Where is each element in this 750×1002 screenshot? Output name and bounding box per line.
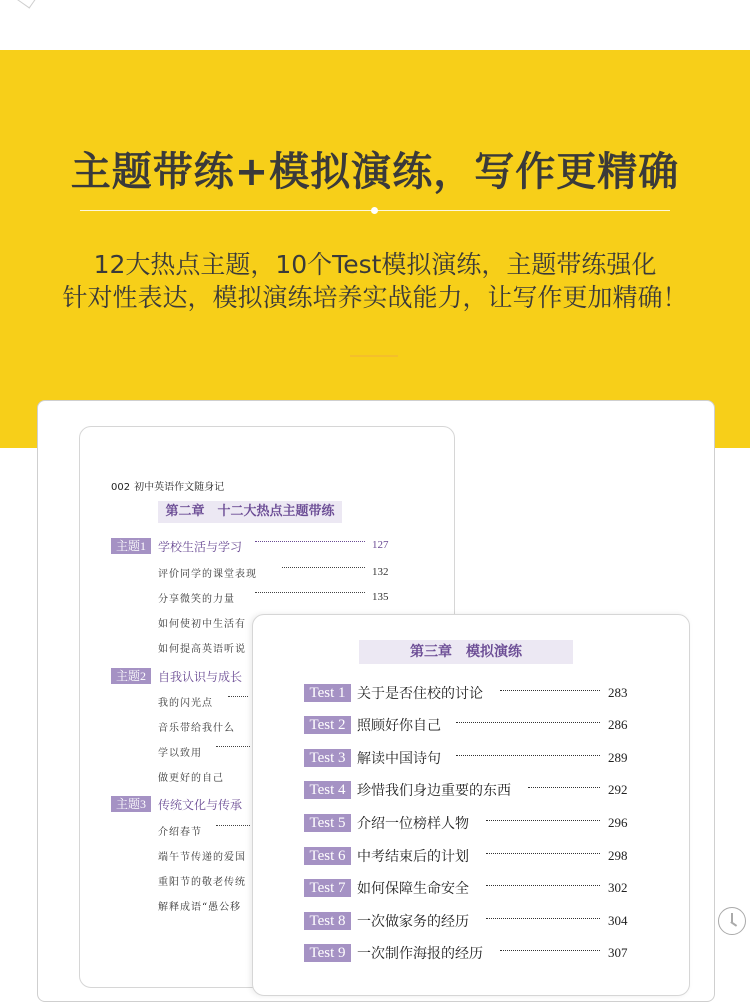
test-title: 珍惜我们身边重要的东西 — [357, 783, 511, 799]
book-page-chapter-3 — [252, 614, 690, 996]
list-item: 介绍春节 — [158, 827, 202, 838]
test-tag: Test 8 — [304, 912, 351, 930]
dotted-leader — [216, 746, 250, 747]
test-title: 一次做家务的经历 — [357, 914, 469, 930]
test-page: 292 — [608, 782, 628, 797]
test-page: 289 — [608, 750, 628, 765]
banner-headline: 主题带练+模拟演练，写作更精确 — [70, 149, 680, 195]
running-head — [111, 478, 224, 493]
dotted-leader — [486, 853, 600, 854]
dotted-leader — [282, 567, 365, 568]
clock-icon — [718, 907, 746, 935]
list-item: 如何提高英语听说 — [158, 644, 246, 655]
list-item: 解释成语“愚公移 — [158, 902, 242, 913]
test-title: 如何保障生命安全 — [357, 881, 469, 897]
dotted-leader — [486, 820, 600, 821]
list-item: 做更好的自己 — [158, 773, 224, 784]
test-title: 关于是否住校的讨论 — [357, 686, 483, 702]
dotted-leader — [528, 787, 600, 788]
banner-subtitle-line2: 针对性表达，模拟演练培养实战能力，让写作更加精确！ — [62, 283, 688, 312]
list-item: 音乐带给我什么 — [158, 723, 235, 734]
test-title: 中考结束后的计划 — [357, 849, 469, 865]
test-page: 286 — [608, 717, 628, 732]
dotted-leader — [255, 541, 365, 542]
test-title: 一次制作海报的经历 — [357, 946, 483, 962]
banner-subtitle-line1: 12大热点主题，10个Test模拟演练，主题带练强化 — [93, 250, 657, 279]
item-page: 135 — [372, 591, 389, 603]
test-tag: Test 4 — [304, 781, 351, 799]
dotted-leader — [228, 696, 248, 697]
test-title: 介绍一位榜样人物 — [357, 816, 469, 832]
test-tag: Test 1 — [304, 684, 351, 702]
test-title: 照顾好你自己 — [357, 718, 441, 734]
list-item: 如何使初中生活有 — [158, 619, 246, 630]
book-title: 初中英语作文随身记 — [134, 482, 225, 493]
topic-name: 学校生活与学习 — [158, 540, 243, 554]
decorative-mark — [350, 355, 398, 357]
test-tag: Test 6 — [304, 847, 351, 865]
topic-tag: 主题2 — [111, 668, 151, 684]
test-tag: Test 9 — [304, 944, 351, 962]
chapter-3-title: 第三章 模拟演练 — [359, 640, 573, 664]
test-page: 298 — [608, 848, 628, 863]
page-number: 002 — [111, 482, 131, 493]
test-tag: Test 5 — [304, 814, 351, 832]
list-item: 评价同学的课堂表现 — [158, 569, 257, 580]
dotted-leader — [500, 950, 600, 951]
list-item: 我的闪光点 — [158, 698, 213, 709]
test-page: 296 — [608, 815, 628, 830]
test-page: 302 — [608, 880, 628, 895]
dotted-leader — [456, 722, 600, 723]
topic-tag: 主题1 — [111, 538, 151, 554]
corner-decoration — [16, 0, 35, 9]
dotted-leader — [456, 755, 600, 756]
topic-name: 自我认识与成长 — [158, 670, 243, 684]
test-title: 解读中国诗句 — [357, 751, 441, 767]
divider-dot — [371, 207, 378, 214]
test-page: 304 — [608, 913, 628, 928]
chapter-2-title: 第二章 十二大热点主题带练 — [158, 501, 342, 523]
list-item: 端午节传递的爱国 — [158, 852, 246, 863]
topic-page: 127 — [372, 539, 389, 551]
item-page: 132 — [372, 566, 389, 578]
test-page: 307 — [608, 945, 628, 960]
list-item: 重阳节的敬老传统 — [158, 877, 246, 888]
dotted-leader — [216, 825, 250, 826]
dotted-leader — [255, 592, 365, 593]
test-page: 283 — [608, 685, 628, 700]
list-item: 学以致用 — [158, 748, 202, 759]
test-tag: Test 7 — [304, 879, 351, 897]
list-item: 分享微笑的力量 — [158, 594, 235, 605]
test-tag: Test 2 — [304, 716, 351, 734]
dotted-leader — [486, 885, 600, 886]
dotted-leader — [500, 690, 600, 691]
test-tag: Test 3 — [304, 749, 351, 767]
topic-name: 传统文化与传承 — [158, 798, 243, 812]
topic-tag: 主题3 — [111, 796, 151, 812]
dotted-leader — [486, 918, 600, 919]
